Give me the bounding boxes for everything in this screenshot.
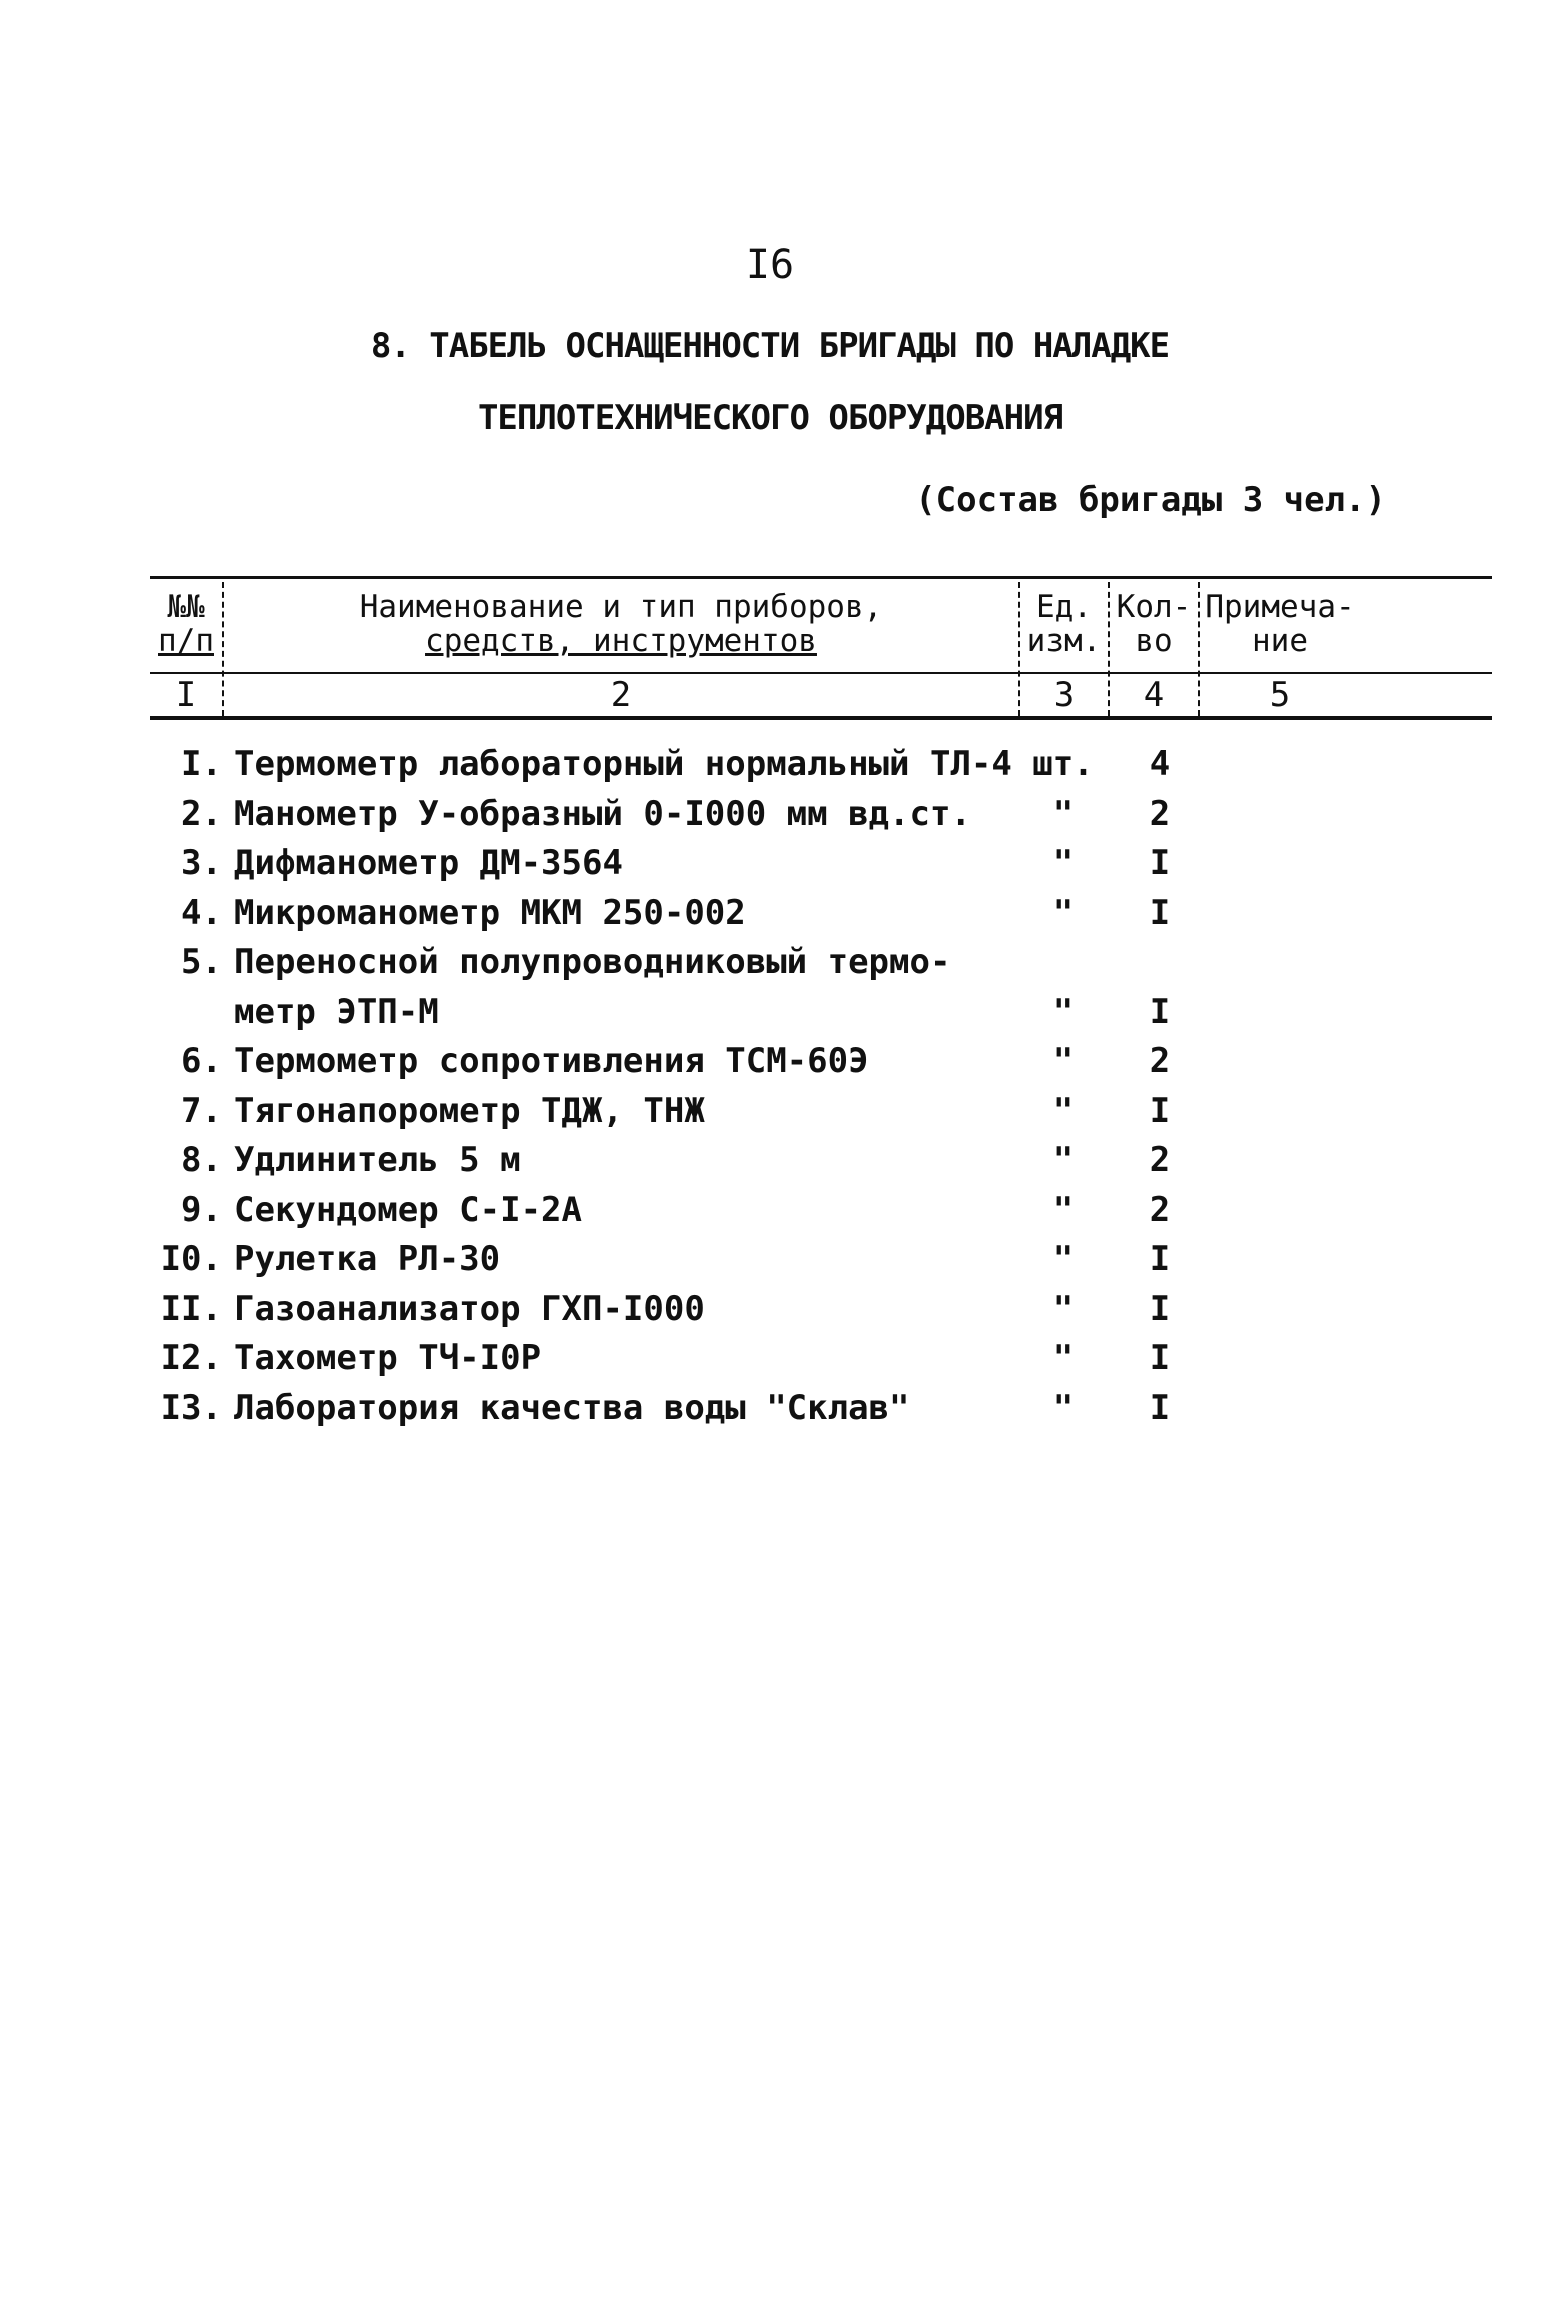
table-row <box>150 1334 1250 1384</box>
item-unit: " <box>1052 1090 1074 1131</box>
table-row <box>150 988 1250 1038</box>
item-quantity: I <box>1149 1338 1171 1378</box>
item-unit: " <box>1052 843 1074 883</box>
item-name: Тахометр ТЧ-I0Р <box>234 1338 542 1378</box>
column-number-3: 3 <box>1053 675 1075 715</box>
column-number-1: I <box>175 675 197 715</box>
item-quantity: 2 <box>1149 1140 1171 1180</box>
table-row <box>150 1384 1250 1434</box>
item-unit: " <box>1052 1239 1074 1279</box>
header-note-line-2: ние <box>1252 623 1308 659</box>
item-unit: " <box>1052 1338 1074 1378</box>
item-unit: " <box>1052 1288 1074 1329</box>
item-name: Секундомер С-I-2А <box>234 1189 582 1230</box>
item-name: Переносной полупроводниковый термо- <box>234 942 951 982</box>
item-name: Термометр лабораторный нормальный ТЛ-4 <box>234 744 1012 784</box>
header-quantity <box>1110 590 1198 658</box>
header-name-line-2: средств, инструментов <box>425 623 817 659</box>
header-note <box>1200 590 1360 658</box>
header-unit-line-1: Ед. <box>1036 589 1092 625</box>
equipment-list <box>150 740 1250 1433</box>
row-number: 9. <box>181 1189 222 1230</box>
item-quantity: I <box>1149 892 1171 933</box>
item-unit: шт. <box>1032 744 1094 784</box>
row-number: I3. <box>160 1387 222 1428</box>
item-name: Лаборатория качества воды "Склав" <box>234 1387 910 1428</box>
row-number: I. <box>181 744 222 784</box>
row-number: 8. <box>181 1140 222 1180</box>
item-unit: " <box>1052 892 1074 933</box>
column-number-5: 5 <box>1269 675 1291 715</box>
table-row <box>150 1235 1250 1285</box>
item-quantity: 2 <box>1149 1189 1171 1230</box>
table-bottom-rule <box>150 716 1492 720</box>
page-number: I6 <box>745 242 795 288</box>
item-name: Тягонапорометр ТДЖ, ТНЖ <box>234 1090 705 1131</box>
header-number-line-2: п/п <box>158 623 214 659</box>
item-quantity: 2 <box>1149 793 1171 834</box>
item-quantity: I <box>1149 991 1171 1032</box>
row-number: I0. <box>160 1239 222 1279</box>
item-name: Термометр сопротивления ТСМ-60Э <box>234 1041 869 1081</box>
row-number: 2. <box>181 793 222 834</box>
row-number: 3. <box>181 843 222 883</box>
header-number <box>150 590 222 658</box>
row-number: 7. <box>181 1090 222 1131</box>
column-number-4: 4 <box>1143 675 1165 715</box>
table-row <box>150 938 1250 988</box>
item-unit: " <box>1052 1189 1074 1230</box>
table-row <box>150 1087 1250 1137</box>
header-name <box>224 590 1018 658</box>
row-number: 5. <box>181 942 222 982</box>
table-row <box>150 790 1250 840</box>
header-quantity-line-1: Кол- <box>1116 589 1192 625</box>
item-unit: " <box>1052 1387 1074 1428</box>
header-number-line-1: №№ <box>167 589 205 625</box>
document-title-line-1: 8. ТАБЕЛЬ ОСНАЩЕННОСТИ БРИГАДЫ ПО НАЛАДКЕ <box>370 326 1170 366</box>
item-name: Газоанализатор ГХП-I000 <box>234 1288 705 1329</box>
item-quantity: I <box>1149 1239 1171 1279</box>
table-row <box>150 1186 1250 1236</box>
item-name: метр ЭТП-М <box>234 991 439 1032</box>
document-title-line-2: ТЕПЛОТЕХНИЧЕСКОГО ОБОРУДОВАНИЯ <box>477 398 1063 438</box>
item-quantity: I <box>1149 1288 1171 1329</box>
item-unit: " <box>1052 1140 1074 1180</box>
item-unit: " <box>1052 793 1074 834</box>
column-number-2: 2 <box>610 675 632 715</box>
row-number: II. <box>160 1288 222 1329</box>
item-quantity: 4 <box>1149 744 1171 784</box>
header-note-line-1: Примеча- <box>1205 589 1355 625</box>
item-quantity: 2 <box>1149 1041 1171 1081</box>
table-row <box>150 1285 1250 1335</box>
row-number: 4. <box>181 892 222 933</box>
item-quantity: I <box>1149 1090 1171 1131</box>
item-name: Микроманометр МКМ 250-002 <box>234 892 746 933</box>
table-row <box>150 1136 1250 1186</box>
item-name: Манометр У-образный 0-I000 мм вд.ст. <box>234 793 971 834</box>
table-top-rule <box>150 576 1492 579</box>
item-name: Дифманометр ДМ-3564 <box>234 843 623 883</box>
header-quantity-line-2: во <box>1135 623 1173 659</box>
equipment-table-header <box>150 576 1492 720</box>
table-row <box>150 740 1250 790</box>
table-row <box>150 839 1250 889</box>
header-unit-line-2: изм. <box>1026 623 1102 659</box>
crew-composition-note: (Состав бригады 3 чел.) <box>915 480 1386 520</box>
table-row <box>150 889 1250 939</box>
item-quantity: I <box>1149 1387 1171 1428</box>
item-name: Рулетка РЛ-30 <box>234 1239 501 1279</box>
header-name-line-1: Наименование и тип приборов, <box>359 589 883 625</box>
item-unit: " <box>1052 1041 1074 1081</box>
table-row <box>150 1037 1250 1087</box>
row-number: I2. <box>160 1338 222 1378</box>
item-quantity: I <box>1149 843 1171 883</box>
item-unit: " <box>1052 991 1074 1032</box>
header-unit <box>1020 590 1108 658</box>
item-name: Удлинитель 5 м <box>234 1140 521 1180</box>
row-number: 6. <box>181 1041 222 1081</box>
